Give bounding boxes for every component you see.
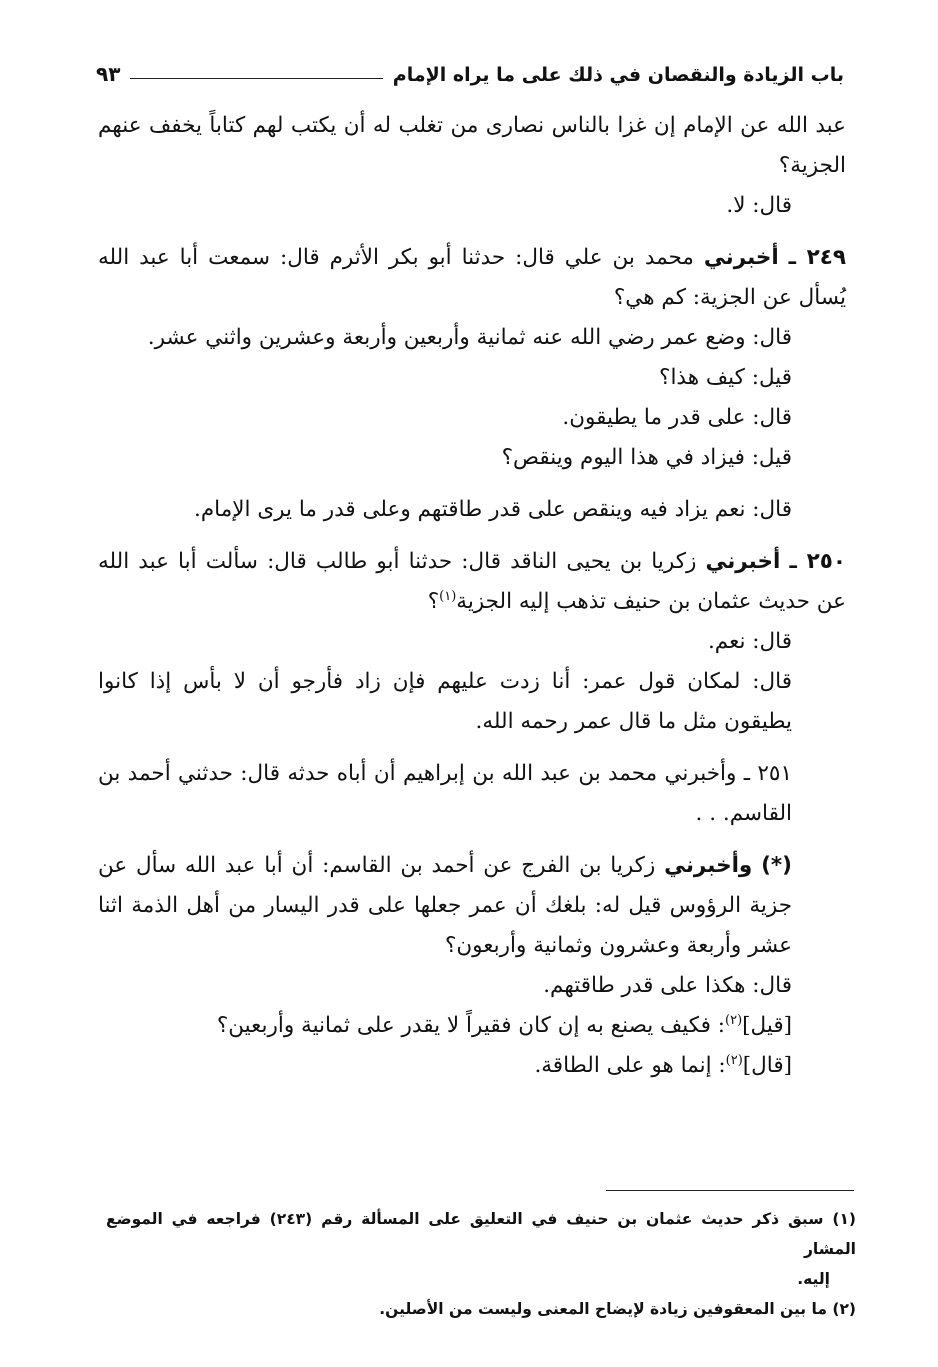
report-number: ٢٤٩ ـ [788, 245, 846, 270]
footnote-rule [606, 1190, 854, 1191]
bracketed-word: [قال] [742, 1053, 792, 1078]
paragraph: قال: وضع عمر رضي الله عنه ثمانية وأربعين وأربعة وعشرين واثني عشر. [147, 325, 792, 350]
footnote-1: (١) سبق ذكر حديث عثمان بن حنيف في التعليق على المسألة رقم (٢٤٣) فراجعه في الموضع المشار [106, 1210, 856, 1258]
page-header [96, 50, 844, 86]
paragraph: قيل: فيزاد في هذا اليوم وينقص؟ [501, 445, 792, 470]
report-text-end: ؟ [427, 589, 440, 614]
footnote-marker[interactable]: (١) [439, 588, 457, 604]
report-text: زكريا بن يحيى الناقد قال: حدثنا أبو طالب قال: سألت أبا عبد الله عن حديث عثمان بن حنيف تذهب إليه الجزية [98, 549, 846, 614]
report-text: محمد بن علي قال: حدثنا أبو بكر الأثرم قال: سمعت أبا عبد الله يُسأل عن الجزية: كم هي؟ [98, 245, 846, 310]
report-number: ٢٥٠ ـ [789, 549, 846, 574]
report-keyword: وأخبرني [664, 853, 753, 878]
main-text [98, 106, 846, 1086]
paragraph: قال: هكذا على قدر طاقتهم. [543, 973, 792, 998]
report-keyword: أخبرني [703, 245, 779, 270]
page-number: ٩٣ [96, 62, 121, 86]
footnote-marker[interactable]: (٢) [725, 1052, 743, 1068]
numbered-report [98, 542, 846, 622]
paragraph [98, 1046, 846, 1086]
bracketed-word: [قيل] [742, 1013, 792, 1038]
report-keyword: أخبرني [705, 549, 781, 574]
running-title: باب الزيادة والنقصان في ذلك على ما يراه الإمام [392, 64, 844, 86]
paragraph: قال: لا. [726, 193, 792, 218]
paragraph: قال: نعم يزاد فيه وينقص على قدر طاقتهم وعلى قدر ما يرى الإمام. [194, 497, 792, 522]
paragraph-text: : إنما هو على الطاقة. [534, 1053, 726, 1078]
starred-report [98, 846, 846, 966]
header-rule [130, 78, 382, 79]
footnotes [106, 1204, 856, 1324]
numbered-report: ٢٥١ ـ وأخبرني محمد بن عبد الله بن إبراهيم أن أباه حدثه قال: حدثني أحمد بن القاسم. . . [98, 761, 792, 826]
star-marker: (*) [761, 853, 792, 878]
paragraph [98, 1006, 846, 1046]
paragraph: قيل: كيف هذا؟ [659, 365, 792, 390]
paragraph: عبد الله عن الإمام إن غزا بالناس نصارى من تغلب له أن يكتب لهم كتاباً يخفف عنهم الجزية؟ [98, 113, 846, 178]
numbered-report [98, 238, 846, 318]
footnote-marker[interactable]: (٢) [725, 1012, 743, 1028]
footnote-1-continuation: إليه. [797, 1270, 830, 1288]
report-text: زكريا بن الفرج عن أحمد بن القاسم: أن أبا عبد الله سأل عن جزية الرؤوس قيل له: بلغك أن عمر جعلها على قدر اليسار من أهل الذمة اثنا عشر وأربعة وعشرون وثمانية وأربعون؟ [98, 853, 792, 958]
paragraph: قال: نعم. [707, 629, 792, 654]
paragraph-text: : فكيف يصنع به إن كان فقيراً لا يقدر على ثمانية وأربعين؟ [216, 1013, 726, 1038]
paragraph: قال: على قدر ما يطيقون. [562, 405, 792, 430]
footnote-2: (٢) ما بين المعقوفين زيادة لإيضاح المعنى وليست من الأصلين. [379, 1300, 856, 1318]
paragraph: قال: لمكان قول عمر: أنا زدت عليهم فإن زاد فأرجو أن لا بأس إذا كانوا يطيقون مثل ما قال عمر رحمه الله. [98, 669, 792, 734]
